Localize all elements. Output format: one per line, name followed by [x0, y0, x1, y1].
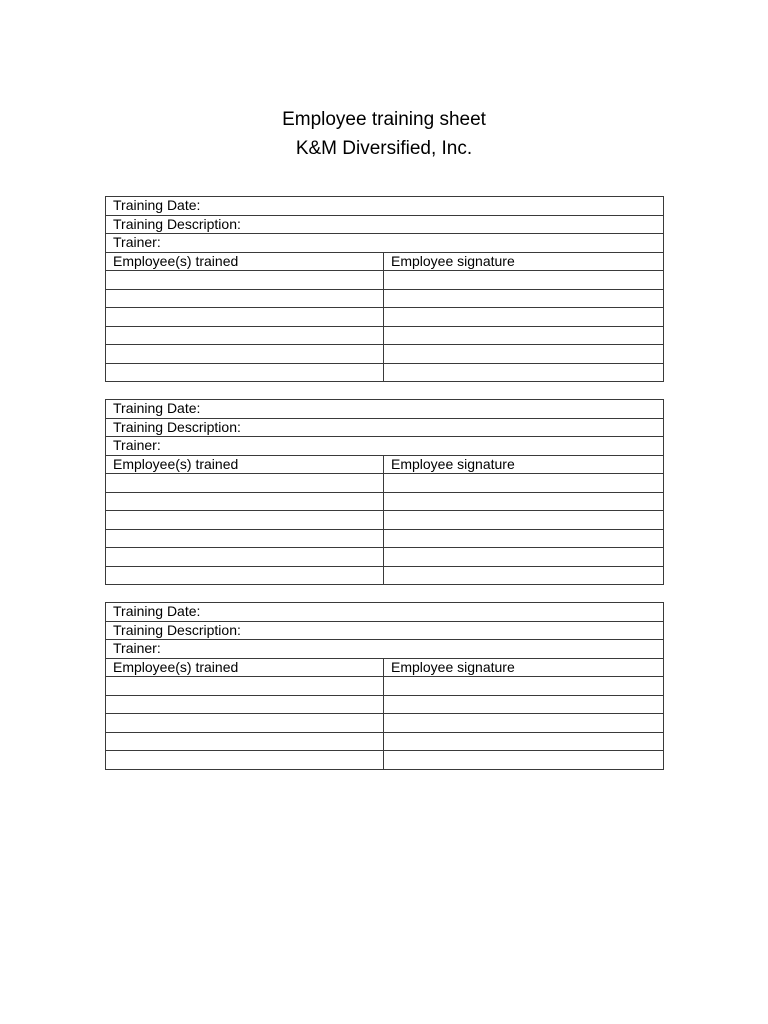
training-date-row: [106, 197, 664, 216]
employee-signature-cell[interactable]: [384, 529, 664, 548]
employee-name-cell[interactable]: [106, 529, 384, 548]
column-header-row: [106, 252, 664, 271]
training-description-row: [106, 215, 664, 234]
employee-name-cell[interactable]: [106, 474, 384, 493]
employee-row: [106, 548, 664, 567]
employee-row: [106, 345, 664, 364]
employee-row: [106, 695, 664, 714]
employee-name-cell[interactable]: [106, 492, 384, 511]
column-header-row: [106, 455, 664, 474]
training-date-row: [106, 603, 664, 622]
employee-name-cell[interactable]: [106, 677, 384, 696]
employee-signature-header: Employee signature: [384, 252, 664, 271]
employee-name-cell[interactable]: [106, 289, 384, 308]
trainer-row: [106, 640, 664, 659]
training-table-body: [106, 197, 664, 382]
employee-signature-cell[interactable]: [384, 548, 664, 567]
training-table-2: [105, 399, 664, 585]
employee-row: [106, 492, 664, 511]
page-title: Employee training sheet: [282, 109, 486, 130]
employee-row: [106, 308, 664, 327]
employee-signature-cell[interactable]: [384, 326, 664, 345]
employee-trained-header: Employee(s) trained: [106, 252, 384, 271]
employee-row: [106, 326, 664, 345]
training-date-field[interactable]: Training Date:: [106, 603, 664, 622]
training-description-row: [106, 621, 664, 640]
employee-name-cell[interactable]: [106, 308, 384, 327]
employee-row: [106, 751, 664, 770]
employee-row: [106, 363, 664, 382]
employee-signature-cell[interactable]: [384, 308, 664, 327]
employee-signature-cell[interactable]: [384, 751, 664, 770]
employee-signature-cell[interactable]: [384, 714, 664, 733]
employee-signature-cell[interactable]: [384, 677, 664, 696]
employee-row: [106, 714, 664, 733]
employee-signature-cell[interactable]: [384, 566, 664, 585]
employee-name-cell[interactable]: [106, 566, 384, 585]
employee-row: [106, 511, 664, 530]
training-description-field[interactable]: Training Description:: [106, 418, 664, 437]
trainer-field[interactable]: Trainer:: [106, 640, 664, 659]
employee-signature-cell[interactable]: [384, 511, 664, 530]
employee-name-cell[interactable]: [106, 751, 384, 770]
training-description-row: [106, 418, 664, 437]
trainer-field[interactable]: Trainer:: [106, 437, 664, 456]
trainer-row: [106, 437, 664, 456]
employee-signature-cell[interactable]: [384, 345, 664, 364]
employee-name-cell[interactable]: [106, 326, 384, 345]
training-date-field[interactable]: Training Date:: [106, 400, 664, 419]
employee-name-cell[interactable]: [106, 714, 384, 733]
employee-signature-cell[interactable]: [384, 695, 664, 714]
training-date-row: [106, 400, 664, 419]
employee-row: [106, 529, 664, 548]
employee-name-cell[interactable]: [106, 548, 384, 567]
employee-name-cell[interactable]: [106, 511, 384, 530]
training-table-1: [105, 196, 664, 382]
employee-signature-cell[interactable]: [384, 474, 664, 493]
employee-signature-cell[interactable]: [384, 363, 664, 382]
training-table-3: [105, 602, 664, 770]
employee-signature-header: Employee signature: [384, 455, 664, 474]
employee-trained-header: Employee(s) trained: [106, 455, 384, 474]
employee-signature-header: Employee signature: [384, 658, 664, 677]
trainer-row: [106, 234, 664, 253]
trainer-field[interactable]: Trainer:: [106, 234, 664, 253]
employee-row: [106, 474, 664, 493]
training-date-field[interactable]: Training Date:: [106, 197, 664, 216]
employee-trained-header: Employee(s) trained: [106, 658, 384, 677]
employee-name-cell[interactable]: [106, 345, 384, 364]
company-name: K&M Diversified, Inc.: [295, 138, 473, 159]
employee-signature-cell[interactable]: [384, 732, 664, 751]
training-description-field[interactable]: Training Description:: [106, 215, 664, 234]
employee-signature-cell[interactable]: [384, 271, 664, 290]
training-table-body: [106, 400, 664, 585]
employee-signature-cell[interactable]: [384, 492, 664, 511]
column-header-row: [106, 658, 664, 677]
training-description-field[interactable]: Training Description:: [106, 621, 664, 640]
employee-signature-cell[interactable]: [384, 289, 664, 308]
employee-name-cell[interactable]: [106, 363, 384, 382]
employee-row: [106, 566, 664, 585]
employee-name-cell[interactable]: [106, 271, 384, 290]
training-table-body: [106, 603, 664, 770]
employee-name-cell[interactable]: [106, 695, 384, 714]
employee-row: [106, 732, 664, 751]
employee-row: [106, 271, 664, 290]
employee-row: [106, 677, 664, 696]
employee-name-cell[interactable]: [106, 732, 384, 751]
employee-row: [106, 289, 664, 308]
